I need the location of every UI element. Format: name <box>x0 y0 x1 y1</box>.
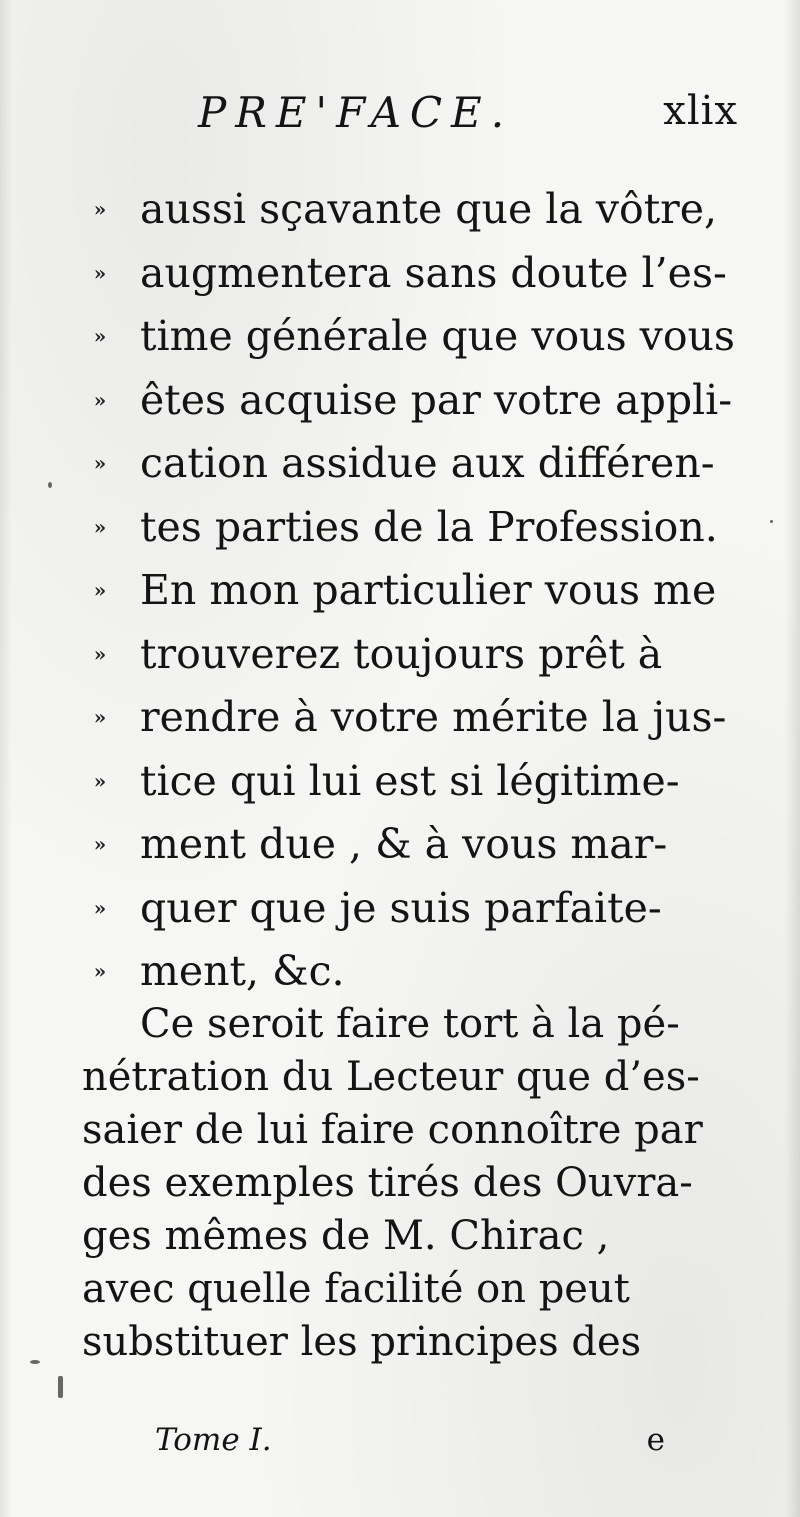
quoted-line-text: rendre à votre mérite la jus- <box>140 693 727 741</box>
quote-marker: » <box>93 387 107 412</box>
quote-marker: » <box>93 641 107 666</box>
quoted-line <box>72 750 752 814</box>
quoted-line-text: augmentera sans doute l’es- <box>140 248 727 297</box>
quoted-line <box>72 178 752 242</box>
volume-signature: Tome I. <box>155 1422 272 1458</box>
ink-speck <box>770 520 773 523</box>
quoted-line-text: tes parties de la Profession. <box>140 502 718 551</box>
paragraph-line: ges mêmes de M. Chirac , <box>82 1213 610 1259</box>
quoted-letter-block <box>72 178 752 1004</box>
quoted-line-text: En mon particulier vous me <box>140 566 717 614</box>
quoted-line-text: ment due , & à vous mar- <box>140 820 668 868</box>
quoted-line-text: time générale que vous vous <box>140 312 735 360</box>
quoted-line <box>72 623 752 687</box>
quote-marker: » <box>93 514 107 539</box>
paragraph-line: substituer les principes des <box>82 1319 642 1365</box>
quoted-line <box>72 242 752 306</box>
ink-speck <box>58 1376 63 1398</box>
quoted-line-text: êtes acquise par votre appli- <box>140 375 733 424</box>
quote-marker: » <box>93 832 107 856</box>
quoted-line <box>72 559 752 623</box>
quoted-line-text: quer que je suis parfaite- <box>140 883 662 932</box>
quote-marker: » <box>93 324 107 348</box>
quote-marker: » <box>93 260 107 285</box>
gathering-catchmark: e <box>646 1422 665 1458</box>
quoted-line-text: tice qui lui est si légitime- <box>140 756 680 805</box>
quoted-line <box>72 496 752 560</box>
paragraph-line: Ce seroit faire tort à la pé- <box>140 1001 680 1047</box>
quote-marker: » <box>93 705 107 729</box>
quoted-line-text: trouverez toujours prêt à <box>140 629 663 678</box>
quoted-line <box>72 877 752 941</box>
body-paragraph <box>82 998 752 1369</box>
ink-speck <box>30 1360 40 1364</box>
quoted-line <box>72 369 752 433</box>
quoted-line-text: ment, &c. <box>140 947 345 995</box>
quote-marker: » <box>93 578 107 602</box>
quoted-line <box>72 305 752 369</box>
paragraph-line: des exemples tirés des Ouvra- <box>82 1160 693 1206</box>
running-title: PRE'FACE. <box>198 88 514 137</box>
page-footer <box>155 1422 665 1467</box>
quoted-line <box>72 813 752 877</box>
quoted-line <box>72 432 752 496</box>
paragraph-line: avec quelle facilité on peut <box>82 1266 630 1312</box>
quote-marker: » <box>93 959 107 983</box>
paragraph-line: saier de lui faire connoître par <box>82 1107 703 1153</box>
quoted-line-text: cation assidue aux différen- <box>140 439 715 487</box>
quote-marker: » <box>93 768 107 793</box>
quoted-line <box>72 686 752 750</box>
paragraph-line: nétration du Lecteur que d’es- <box>82 1054 700 1100</box>
page-number: xlix <box>663 88 738 134</box>
quote-marker: » <box>93 895 107 920</box>
quoted-line-text: aussi sçavante que la vôtre, <box>140 185 718 233</box>
quoted-line <box>72 940 752 1004</box>
quote-marker: » <box>93 451 107 475</box>
ink-speck <box>48 482 52 488</box>
quote-marker: » <box>93 197 107 221</box>
running-header <box>198 88 738 148</box>
